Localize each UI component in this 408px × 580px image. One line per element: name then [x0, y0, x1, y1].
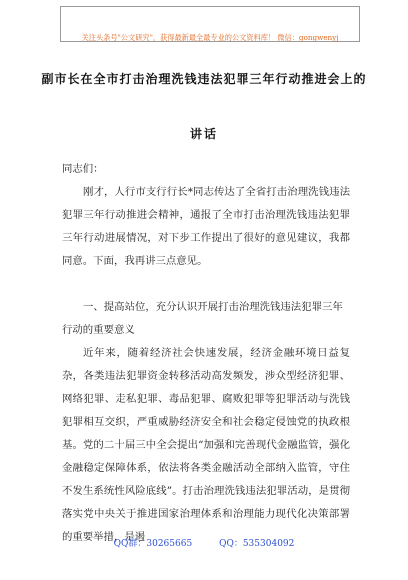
paragraph-2: 近年来，随着经济社会快速发展，经济金融环境日益复杂，各类违法犯罪资金转移活动高发频发，涉众型经济犯罪、网络犯罪、走私犯罪、毒品犯罪、腐败犯罪等犯罪活动与洗钱犯罪相互交织，严重威胁经济安全和社会稳定侵蚀党的执政根基。党的二十届三中全会提出“加强和完善现代金融监管，强化金融稳定保障体系，依法将各类金融活动全部纳入监管，守住不发生系统性风险底线”。打击治理洗钱违法犯罪活动，是贯彻落实党中央关于推进国家治理体系和治理能力现代化决策部署的重要举措，是遏 — [62, 347, 350, 543]
paragraph-1: 刚才，人行市支行行长*同志传达了全省打击治理洗钱违法犯罪三年行动推进会精神，通报了全市打击治理洗钱违法犯罪三年行动进展情况，对下步工作提出了很好的意见建议，我都同意。下面，我再讲三点意见。 — [62, 186, 350, 267]
header-banner-box — [60, 6, 360, 42]
footer-qq-number: QQ：535304092 — [219, 539, 295, 549]
footer-contact — [0, 536, 408, 549]
document-title: 副市长在全市打击治理洗钱违法犯罪三年行动推进会上的 — [41, 72, 367, 86]
greeting: 同志们： — [62, 163, 104, 175]
section-heading-1: 一、提高站位，充分认识开展打击治理洗钱违法犯罪三年行动的重要意义 — [62, 301, 343, 336]
header-banner-text: 关注头条号"公文研究"，获得最新最全最专业的公文资料库！ 微信：gongwenyj — [81, 33, 339, 42]
footer-qq-group: QQ群：30265665 — [113, 539, 193, 549]
document-subtitle: 讲话 — [189, 127, 218, 141]
